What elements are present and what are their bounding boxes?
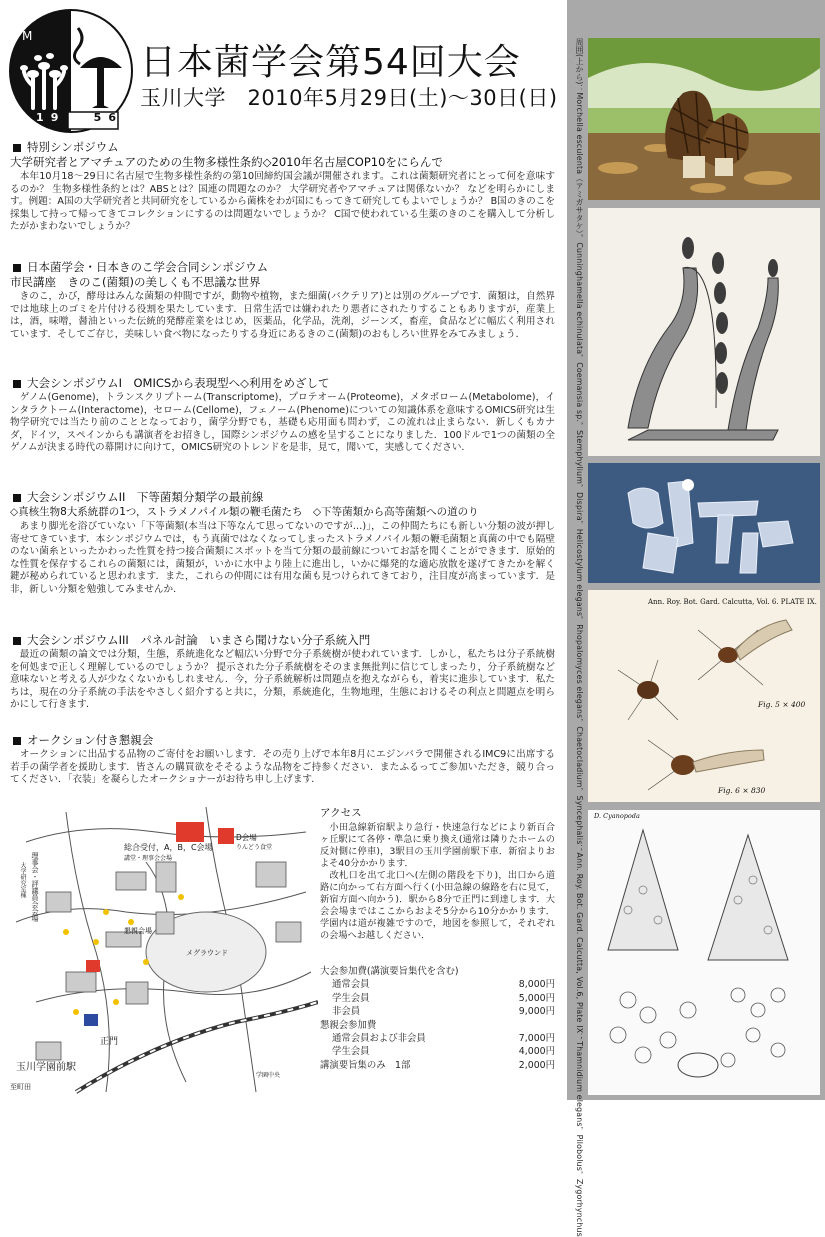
- bullet-square-icon: [13, 737, 21, 745]
- bullet-square-icon: [13, 264, 21, 272]
- section-body: きのこ，かび，酵母はみんな菌類の仲間ですが，動物や植物，また細菌(バクテリア)とは別のグループです．菌類は，自然界では地球上のゴミを片付ける役割を果たしています．日常生活では嫌われたり悪者にされたりすることもありますが，産業上は，酒，味噌，醤油といった伝統的発酵産業をはじめ，医薬品，化学品，洗剤，ジーンズ，畜産，食品などに幅広く利用されています．そしてご存じ，美味しい食べ物になったりする身近にあるきのこ(菌類)のおもしろい世界をみてみましょう．: [10, 291, 555, 340]
- hyphae-drawing: [588, 463, 820, 583]
- section-symposium-2: [10, 490, 555, 596]
- map-label-reception: 総合受付，A，B，C会場: [124, 843, 213, 852]
- map-label-center: 学園中央: [256, 1072, 281, 1079]
- fee-value: 5,000円: [518, 992, 555, 1004]
- plate-caption: Ann. Roy. Bot. Gard. Calcutta, Vol. 6. PLATE IX.: [648, 598, 817, 606]
- logo-year-digit: 5: [93, 111, 102, 124]
- section-body: ゲノム(Genome)，トランスクリプトーム(Transcriptome)，プロテオーム(Proteome)，メタボローム(Metabolome)，インタラクトーム(Interactome)，セローム(Cellome)，フェノーム(Phenome)についての知識体系を意味するOMICS研究は生物学研究では当たり前のこととなっており，菌学分野でも，基礎も応用面も問わず，この流れは止まらない．新しくもカナダ，ドイツ，スペインからも講演者をお招きし，国際シンポジウムの感を呈することになりました．100ドルで1つの菌類の全ゲノムが決まる時代の幕開けに向けて，OMICS研究のトレンドを是非，見て，聞いて，実感してください．: [10, 392, 555, 453]
- map-label-station: 玉川学園前駅: [16, 1062, 76, 1073]
- logo-year-digit: 1: [36, 111, 44, 124]
- image-caption: [567, 0, 589, 1237]
- fee-row: [320, 1059, 555, 1072]
- section-heading: オークション付き懇親会: [27, 733, 154, 747]
- engraving-illustration: [588, 810, 820, 1095]
- morel-photo: [588, 38, 820, 200]
- section-heading: 日本菌学会・日本きのこ学会合同シンポジウム: [27, 260, 269, 274]
- section-subtitle: 大学研究者とアマチュアのための生物多様性条約◇2010年名古屋COP10をにらんで: [10, 155, 443, 169]
- map-label-auditorium: 講堂・理事会会場: [124, 855, 173, 862]
- fee-label: 通常会員: [332, 979, 370, 991]
- event-title: 日本菌学会第54回大会: [140, 42, 521, 83]
- section-symposium-3: [10, 633, 555, 712]
- logo-year: [36, 111, 116, 124]
- section-heading: 特別シンポジウム: [27, 140, 119, 154]
- fee-value: 8,000円: [518, 979, 555, 991]
- section-subtitle: 市民講座 きのこ(菌類)の美しくも不思議な世界: [10, 275, 261, 289]
- fig-label: Fig. 5 × 400: [758, 700, 806, 709]
- map-label-ground: メグラウンド: [186, 949, 228, 957]
- section-body: オークションに出品する品物のご寄付をお願いします．その売り上げで本年8月にエジンバラで開催されるIMC9に出席する若手の菌学者を援助します．皆さんの購買欲をそそるような品物をご持参ください．またふるってご参加いただき，競り合ってください．「衣装」を凝らしたオークショナーがお待ち申し上げます．: [10, 749, 555, 785]
- section-heading: 大会シンポジウムII 下等菌類分類学の最前線: [27, 490, 264, 504]
- fee-row: [320, 978, 555, 991]
- fee-label: 学生会員: [332, 992, 370, 1004]
- fee-title: 大会参加費(講演要旨集代を含む): [320, 966, 459, 977]
- map-label-machida: 至町田: [10, 1083, 31, 1091]
- map-label-lab: 大学研究室棟: [19, 862, 26, 898]
- fee-label: 学生会員: [332, 1046, 370, 1058]
- section-body: あまり脚光を浴びていない「下等菌類(本当は下等なんて思ってないのですが…)」，この仲間たちにも新しい分類の波が押し寄せてきています．本シンポジウムでは，もう真菌ではなくなってしまったストラメノパイル類の鞭毛菌類と真菌の中でも隔壁のない菌糸といったかわった性質を持つ接合菌類にスポットを当て分類の最前線についてお話を聞くことができます．原始的な性質を保存するこれらの菌類には，菌類が，いかに水中より陸上に進出し，いかに爆発的な適応放散を遂げてきたかを解く鍵が秘められていると思われます．また，これらの仲間には有用な菌も見つけられてきており，注目度が高まっています．是非，新しい分類を勉強してみませんか．: [10, 521, 555, 595]
- society-logo: [8, 8, 134, 134]
- section-heading: 大会シンポジウムIII パネル討論 いまさら聞けない分子系統入門: [27, 633, 371, 647]
- fee-label: 非会員: [332, 1006, 361, 1018]
- fee-label: 通常会員および非会員: [332, 1033, 426, 1045]
- access-info: [320, 806, 555, 942]
- access-heading: アクセス: [320, 807, 362, 819]
- section-subtitle: ◇真核生物8大系統群の1つ，ストラメノパイル類の鞭毛菌たち ◇下等菌類から高等菌類への道のり: [10, 506, 479, 518]
- fee-value: 9,000円: [518, 1006, 555, 1018]
- logo-year-digit: 9: [50, 111, 59, 124]
- bullet-square-icon: [13, 637, 21, 645]
- map-label-d-hall: D会場: [236, 833, 257, 842]
- event-subtitle: 玉川大学 2010年5月29日(土)～30日(日): [140, 86, 558, 110]
- fee-value: 2,000円: [518, 1059, 555, 1071]
- fee-row: [320, 992, 555, 1005]
- access-body: 小田急線新宿駅より急行・快速急行などにより新百合ヶ丘駅にて各停・準急に乗り換え(通常は隣りたホームの反対側に停車)，3駅目の玉川学園前駅下車．新宿よりおよそ40分かかります． 改札口を出て北口へ(左側の階段を下り)，出口から道路に向かって右方面へ行く(小田急線の線路を右に見て，新宿方面へ向かう)．駅から8分で正門に到達します．大会会場まではここからおよそ5分から10分かかります．学園内は道が複雑ですので，地図を参照して，それぞれの会場へお越しください．: [320, 822, 555, 941]
- map-label-board-room: 理事会・評議員会会場: [31, 852, 39, 922]
- fee-table: [320, 965, 555, 1072]
- map-label-party-hall: 懇親会場: [124, 927, 152, 935]
- section-joint-symposium: [10, 260, 555, 341]
- fee-row: [320, 1005, 555, 1018]
- logo-year-digit: 6: [108, 111, 116, 124]
- sporangium-drawing: [588, 208, 820, 456]
- plate-illustration: [588, 590, 820, 802]
- fee-row: [320, 1032, 555, 1045]
- bullet-square-icon: [13, 380, 21, 388]
- section-body: 最近の菌類の論文では分類，生態，系統進化など幅広い分野で分子系統樹が使われています．しかし，私たちは分子系統樹を何処まで正しく理解しているのでしょうか？ 提示された分子系統樹をそのまま無批判に信じてしまったり，分子系統樹など意味ないと考える人が少なくないかもしれません．今，分子系統解析は問題点を抱えながらも，着実に進歩しています．私たちは，現在の分子系統の手法をやさしく紹介すると共に，分類，系統進化，生物地理，生態におけるその利点と問題点を明らかにして行きます．: [10, 649, 555, 710]
- campus-map: [6, 802, 318, 1096]
- fig-label: Fig. 6 × 830: [718, 786, 766, 795]
- fee-value: 7,000円: [518, 1033, 555, 1045]
- fee-value: 4,000円: [518, 1046, 555, 1058]
- section-body: 本年10月18～29日に名古屋で生物多様性条約の第10回締約国会議が開催されます。これは菌類研究者にとって何を意味するのか？ 生物多様性条約とは？ABSとは？国連の問題なのか？ 大学研究者やアマチュアは関係ないか？ などを明らかにします。例題：A国の大学研究者と共同研究をしているから菌株をわが国にもってきて研究してもよいでしょうか？ B国のきのこを採集して持って帰ってきてコレクションにするのは問題ないでしょうか？ C国で使われている生薬のきのこを購入して分析したがかまわないでしょうか？: [10, 171, 555, 232]
- map-label-cafeteria: りんどう食堂: [236, 844, 273, 851]
- engraving-caption: D. Cyanopoda: [594, 812, 640, 820]
- fee-label: 講演要旨集のみ 1部: [320, 1059, 411, 1071]
- map-label-main-gate: 正門: [100, 1037, 119, 1047]
- section-symposium-1: [10, 376, 555, 455]
- image-caption-text: 周囲(上から)：Morchella esculenta（アミガサタケ），Cunninghamella echinulata，Coemansia sp.，Stemphylium，Dispira，Helicostylum elegans，Rhopalomyces elegans，Chaetocladium，Syncephalis；Ann. Roy. Bot. Gard. Calcutta, Vol.6, Plate IX；Thamnidium elegans，Pilobolus，Zygorhynchus: [575, 38, 584, 1237]
- party-fee-title: 懇親会参加費: [320, 1019, 377, 1031]
- section-auction-party: [10, 733, 555, 787]
- section-special-symposium: [10, 140, 555, 234]
- logo-letter-m: M: [22, 29, 33, 43]
- section-heading: 大会シンポジウムI OMICSから表現型へ◇利用をめざして: [27, 376, 330, 390]
- fee-row: [320, 1045, 555, 1058]
- bullet-square-icon: [13, 144, 21, 152]
- bullet-square-icon: [13, 494, 21, 502]
